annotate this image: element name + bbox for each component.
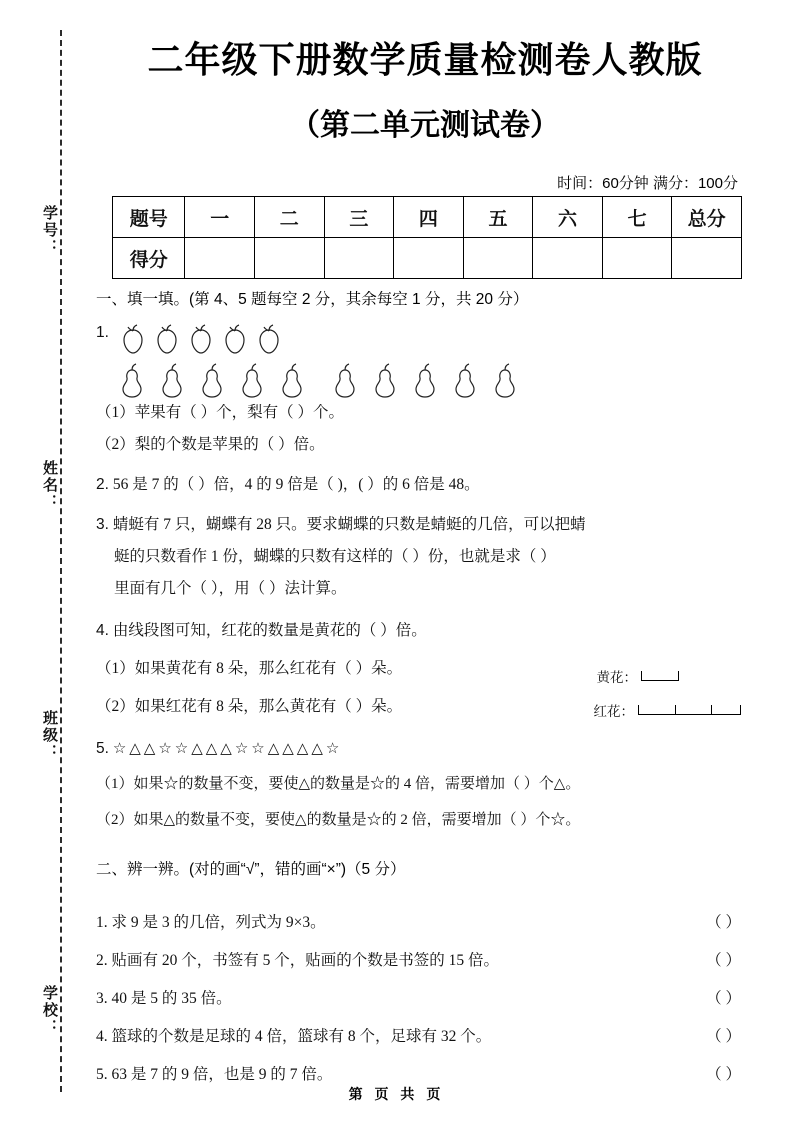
score-table [112, 196, 742, 279]
judge-answer-5[interactable]: （ ） [706, 1066, 741, 1083]
question-4-sub-2: （2）如果红花有 8 朵，那么黄花有（ ）朵。 [96, 698, 403, 715]
page-title: 二年级下册数学质量检测卷人教版 [147, 39, 703, 80]
yellow-flower-bar [641, 671, 679, 681]
score-cell[interactable] [533, 238, 603, 279]
red-flower-bar [638, 705, 741, 715]
score-cell[interactable] [254, 238, 324, 279]
score-table-header-cell: 题号 [113, 197, 185, 238]
question-2-text: 56 是 7 的（ ）倍，4 的 9 倍是（ )，( ）的 6 倍是 48。 [112, 476, 480, 493]
label-class: 班级： [41, 710, 58, 761]
diagram-label-yellow: 黄花： [596, 670, 637, 685]
page-subtitle: （第二单元测试卷） [290, 109, 560, 142]
score-table-header-cell: 一 [185, 197, 255, 238]
question-5-sub-1: （1）如果☆的数量不变，要使△的数量是☆的 4 倍，需要增加（ ）个△。 [96, 776, 581, 792]
question-1-sub-2: （2）梨的个数是苹果的（ ）倍。 [96, 436, 325, 453]
margin-labels [34, 0, 60, 1122]
label-name: 姓名： [41, 460, 58, 511]
score-table-header-cell: 总分 [672, 197, 742, 238]
score-cell[interactable] [394, 238, 464, 279]
label-student-id: 学号： [41, 205, 58, 256]
question-4-sub-1: （1）如果黄花有 8 朵，那么红花有（ ）朵。 [96, 660, 403, 677]
question-1-number: 1. [96, 324, 109, 341]
judge-item-3: 3. 40 是 5 的 35 倍。 [96, 990, 232, 1007]
score-table-header-cell: 五 [463, 197, 533, 238]
judge-item-5: 5. 63 是 7 的 9 倍，也是 9 的 7 倍。 [96, 1066, 333, 1083]
question-3-line-3: 里面有几个（ ），用（ ）法计算。 [114, 580, 347, 597]
line-segment-diagram [591, 666, 741, 734]
question-2: 2. 56 是 7 的（ ）倍，4 的 9 倍是（ )，( ）的 6 倍是 48。 [96, 476, 480, 493]
score-table-header-cell: 三 [324, 197, 394, 238]
judge-item-4: 4. 篮球的个数是足球的 4 倍，篮球有 8 个，足球有 32 个。 [96, 1028, 492, 1045]
table-row [113, 197, 742, 238]
judge-answer-1[interactable]: （ ） [706, 914, 741, 931]
apple-icons [118, 322, 298, 356]
diagram-row-red [591, 700, 741, 720]
judge-answer-3[interactable]: （ ） [706, 990, 741, 1007]
table-row [113, 238, 742, 279]
page-footer: 第 页 共 页 [348, 1086, 445, 1102]
apple-row [118, 322, 298, 361]
section-2-title: 二、辨一辨。(对的画“√”，错的画“×”)（5 分） [96, 861, 406, 878]
question-4-line-1: 由线段图可知，红花的数量是黄花的（ ）倍。 [112, 622, 427, 639]
section-1-title: 一、填一填。(第 4、5 题每空 2 分，其余每空 1 分，共 20 分） [96, 291, 529, 308]
score-table-header-cell: 七 [602, 197, 672, 238]
label-school: 学校： [41, 985, 58, 1036]
question-3: 3. 蜻蜓有 7 只，蝴蝶有 28 只。要求蝴蝶的只数是蜻蜓的几倍，可以把蜻 [96, 516, 586, 533]
score-table-row-header: 得分 [113, 238, 185, 279]
pear-row [118, 360, 618, 403]
judge-item-1: 1. 求 9 是 3 的几倍，列式为 9×3。 [96, 914, 326, 931]
question-3-line-1: 蜻蜓有 7 只，蝴蝶有 28 只。要求蝴蝶的只数是蜻蜓的几倍，可以把蜻 [112, 516, 586, 533]
score-cell[interactable] [602, 238, 672, 279]
question-5-sub-2: （2）如果△的数量不变，要使△的数量是☆的 2 倍，需要增加（ ）个☆。 [96, 812, 581, 828]
judge-item-2: 2. 贴画有 20 个，书签有 5 个，贴画的个数是书签的 15 倍。 [96, 952, 500, 969]
question-1-sub-1: （1）苹果有（ ）个，梨有（ ）个。 [96, 404, 345, 421]
question-3-line-2: 蜓的只数看作 1 份，蝴蝶的只数有这样的（ ）份，也就是求（ ） [114, 548, 556, 565]
judge-answer-2[interactable]: （ ） [706, 952, 741, 969]
diagram-row-yellow [591, 666, 741, 686]
question-5: 5. ☆△△☆☆△△△☆☆△△△△☆ [96, 739, 343, 757]
question-4: 4. 由线段图可知，红花的数量是黄花的（ ）倍。 [96, 622, 427, 639]
score-cell[interactable] [185, 238, 255, 279]
judge-answer-4[interactable]: （ ） [706, 1028, 741, 1045]
score-cell[interactable] [324, 238, 394, 279]
pear-icons [118, 360, 618, 398]
diagram-label-red: 红花： [593, 704, 635, 719]
time-and-score-note: 时间：60分钟 满分：100分 [557, 175, 738, 192]
score-table-header-cell: 四 [394, 197, 464, 238]
score-cell[interactable] [672, 238, 742, 279]
score-table-header-cell: 二 [254, 197, 324, 238]
score-table-header-cell: 六 [533, 197, 603, 238]
question-5-shapes: ☆△△☆☆△△△☆☆△△△△☆ [112, 739, 343, 757]
score-cell[interactable] [463, 238, 533, 279]
margin-dashed-line [60, 30, 62, 1092]
